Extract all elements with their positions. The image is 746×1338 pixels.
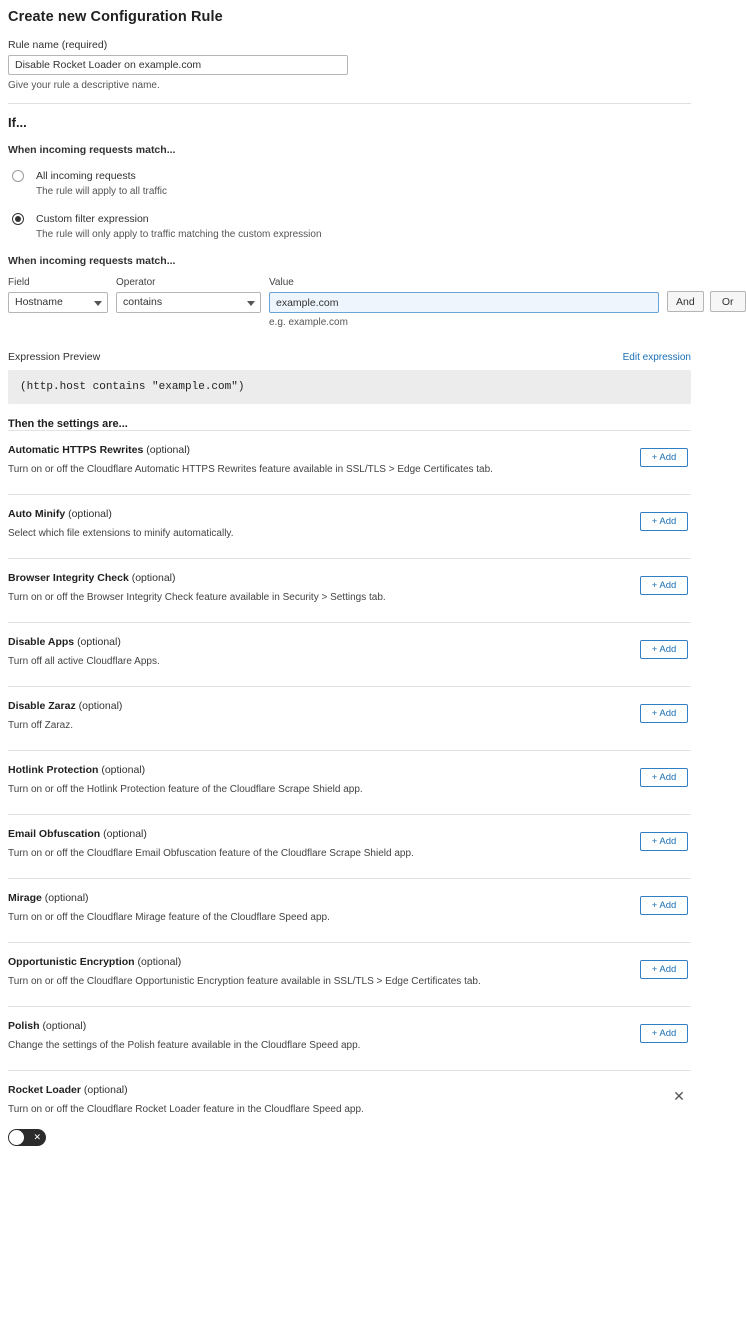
setting-disable-apps <box>8 622 691 686</box>
toggle-knob <box>9 1130 24 1145</box>
setting-title-text: Rocket Loader <box>8 1084 81 1097</box>
expression-preview: (http.host contains "example.com") <box>8 370 691 404</box>
setting-optional-text: (optional) <box>83 1084 128 1097</box>
setting-optional-text: (optional) <box>68 508 112 521</box>
setting-disable-zaraz <box>8 686 691 750</box>
setting-optional-text: (optional) <box>78 700 123 713</box>
setting-description: Turn off all active Cloudflare Apps. <box>8 656 160 668</box>
setting-title-text: Hotlink Protection <box>8 764 99 777</box>
radio-icon-all-requests[interactable] <box>12 170 24 182</box>
setting-title <box>8 892 691 904</box>
radio-label-custom-filter: Custom filter expression <box>36 212 149 225</box>
rule-name-label: Rule name (required) <box>8 39 108 51</box>
setting-title <box>8 764 691 776</box>
setting-polish <box>8 1006 691 1070</box>
setting-title <box>8 636 691 648</box>
field-select-value: Hostname <box>15 296 63 309</box>
then-section-heading: Then the settings are... <box>8 418 128 431</box>
value-column-label: Value <box>269 277 294 289</box>
add-button[interactable]: + Add <box>640 1024 688 1043</box>
chevron-down-icon <box>247 301 255 306</box>
setting-optional-text: (optional) <box>42 1020 87 1033</box>
add-button[interactable]: + Add <box>640 640 688 659</box>
match-label: When incoming requests match... <box>8 144 176 156</box>
setting-title-text: Browser Integrity Check <box>8 572 129 585</box>
setting-optional-text: (optional) <box>146 444 191 457</box>
value-hint: e.g. example.com <box>269 317 348 329</box>
setting-title <box>8 508 691 520</box>
if-section-heading: If... <box>8 115 27 130</box>
setting-title-text: Automatic HTTPS Rewrites <box>8 444 144 457</box>
radio-label-all-requests: All incoming requests <box>36 170 136 182</box>
add-button[interactable]: + Add <box>640 576 688 595</box>
setting-opportunistic-encryption <box>8 942 691 1006</box>
setting-auto-minify <box>8 494 691 558</box>
setting-description: Turn on or off the Hotlink Protection feature of the Cloudflare Scrape Shield app. <box>8 784 363 796</box>
setting-title <box>8 828 691 840</box>
setting-email-obfuscation <box>8 814 691 878</box>
setting-description: Turn on or off the Cloudflare Rocket Loader feature in the Cloudflare Speed app. <box>8 1104 364 1116</box>
setting-optional-text: (optional) <box>77 636 121 649</box>
add-button[interactable]: + Add <box>640 832 688 851</box>
setting-description: Turn on or off the Cloudflare Mirage feature of the Cloudflare Speed app. <box>8 912 330 924</box>
setting-optional-text: (optional) <box>44 892 89 905</box>
add-button[interactable]: + Add <box>640 704 688 723</box>
setting-title <box>8 700 691 712</box>
filter-row <box>8 277 734 329</box>
radio-desc-custom-filter: The rule will only apply to traffic matching the custom expression <box>36 228 322 240</box>
setting-description: Turn on or off the Cloudflare Email Obfuscation feature of the Cloudflare Scrape Shield app. <box>8 848 414 860</box>
setting-automatic-https-rewrites <box>8 430 691 494</box>
setting-optional-text: (optional) <box>103 828 147 841</box>
add-button[interactable]: + Add <box>640 448 688 467</box>
setting-title <box>8 444 691 456</box>
rocket-loader-toggle[interactable] <box>8 1129 46 1146</box>
or-button[interactable]: Or <box>710 291 746 312</box>
value-column <box>269 277 659 328</box>
setting-title-text: Disable Apps <box>8 636 75 649</box>
setting-description: Turn on or off the Cloudflare Automatic HTTPS Rewrites feature available in SSL/TLS > Edge Certificates tab. <box>8 464 493 476</box>
setting-title <box>8 572 691 584</box>
setting-title-text: Opportunistic Encryption <box>8 956 135 969</box>
setting-description: Change the settings of the Polish feature available in the Cloudflare Speed app. <box>8 1040 361 1052</box>
value-input[interactable] <box>269 292 659 313</box>
operator-select[interactable] <box>116 292 261 313</box>
page-title: Create new Configuration Rule <box>8 9 223 25</box>
chevron-down-icon <box>94 301 102 306</box>
operator-column <box>116 277 261 313</box>
setting-title-text: Disable Zaraz <box>8 700 76 713</box>
and-button[interactable]: And <box>667 291 704 312</box>
setting-description: Turn on or off the Browser Integrity Check feature available in Security > Settings tab. <box>8 592 386 604</box>
close-icon[interactable]: ✕ <box>671 1088 687 1104</box>
setting-mirage <box>8 878 691 942</box>
toggle-off-mark: ✕ <box>33 1132 41 1143</box>
setting-optional-text: (optional) <box>131 572 176 585</box>
logic-buttons <box>667 277 746 312</box>
setting-description: Turn off Zaraz. <box>8 720 74 732</box>
divider <box>8 103 691 104</box>
setting-title-text: Polish <box>8 1020 40 1033</box>
rule-name-hint: Give your rule a descriptive name. <box>8 80 160 91</box>
field-column-label: Field <box>8 277 30 289</box>
setting-description: Turn on or off the Cloudflare Opportunistic Encryption feature available in SSL/TLS > Edge Certificates tab. <box>8 976 481 988</box>
setting-optional-text: (optional) <box>101 764 146 777</box>
add-button[interactable]: + Add <box>640 512 688 531</box>
field-column <box>8 277 108 313</box>
configuration-rule-page <box>0 9 734 1165</box>
radio-option-custom-filter[interactable] <box>8 212 691 242</box>
setting-title <box>8 1020 691 1032</box>
add-button[interactable]: + Add <box>640 960 688 979</box>
setting-hotlink-protection <box>8 750 691 814</box>
setting-title-text: Mirage <box>8 892 42 905</box>
edit-expression-link[interactable]: Edit expression <box>622 352 691 364</box>
setting-browser-integrity-check <box>8 558 691 622</box>
setting-description: Select which file extensions to minify automatically. <box>8 528 234 540</box>
radio-desc-all-requests: The rule will apply to all traffic <box>36 186 167 198</box>
operator-column-label: Operator <box>116 277 156 289</box>
add-button[interactable]: + Add <box>640 896 688 915</box>
setting-title-text: Auto Minify <box>8 508 66 521</box>
filter-heading: When incoming requests match... <box>8 255 176 268</box>
expression-title: Expression Preview <box>8 351 101 364</box>
setting-title <box>8 956 691 968</box>
radio-icon-custom-filter[interactable] <box>12 213 24 225</box>
setting-rocket-loader <box>8 1070 691 1165</box>
rule-name-input[interactable] <box>8 55 348 75</box>
setting-title-text: Email Obfuscation <box>8 828 101 841</box>
setting-optional-text: (optional) <box>137 956 182 969</box>
operator-select-value: contains <box>123 296 163 309</box>
radio-option-all-requests[interactable] <box>8 169 691 199</box>
expression-header <box>8 351 691 363</box>
field-select[interactable] <box>8 292 108 313</box>
add-button[interactable]: + Add <box>640 768 688 787</box>
setting-title <box>8 1084 691 1096</box>
